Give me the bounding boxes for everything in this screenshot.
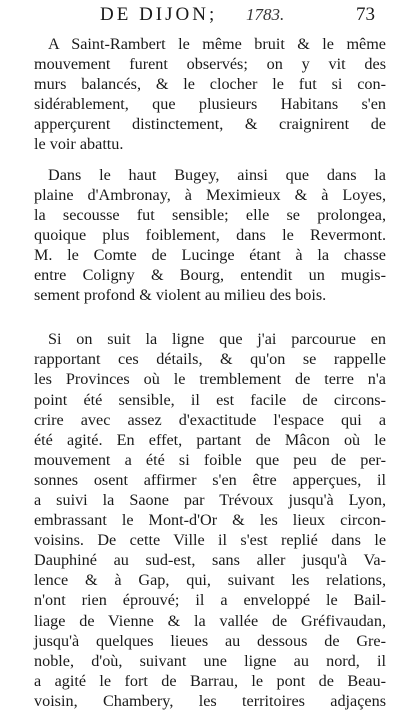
text-line: sidérablement, que plusieurs Habitans s'en <box>34 95 386 114</box>
text-line: rapportant ces détails, & qu'on se rappelle <box>34 350 386 369</box>
text-line: la secousse fut sensible; elle se prolongea, <box>34 205 386 224</box>
text-line: mouvement furent observés; on y vit des <box>34 55 386 74</box>
text-line: Si on suit la ligne que j'ai parcourue en <box>48 330 386 349</box>
running-head <box>0 4 400 26</box>
text-line: noble, d'où, suivant une ligne au nord, il <box>34 651 386 670</box>
text-line: le voir abattu. <box>34 135 124 154</box>
text-line: embrassant le Mont-d'Or & les lieux circon- <box>34 511 386 530</box>
body-text <box>34 34 386 711</box>
text-line: lence & à Gap, qui, suivant les relations, <box>34 571 386 590</box>
text-line: entre Coligny & Bourg, entendit un mugis- <box>34 266 386 285</box>
paragraph <box>34 165 386 306</box>
text-line: A Saint-Rambert le même bruit & le même <box>48 35 386 53</box>
page-number: 73 <box>356 4 375 25</box>
paragraph <box>34 329 386 711</box>
text-line: a suivi la Saone par Trévoux jusqu'à Lyon, <box>34 490 386 509</box>
text-line: été agité. En effet, partant de Mâcon où le <box>34 430 386 449</box>
text-line: apperçurent distinctement, & craignirent de <box>34 115 386 134</box>
text-line: murs balancés, & le clocher le fut si con- <box>34 75 386 94</box>
text-line: voisins. De cette Ville il s'est replié dans le <box>34 531 386 550</box>
paragraph <box>34 34 386 155</box>
text-line: M. le Comte de Lucinge étant à la chasse <box>34 245 386 264</box>
text-line: point été sensible, il est facile de circons- <box>34 390 386 409</box>
text-line: a agité le fort de Barrau, le pont de Beau- <box>34 671 386 690</box>
text-line: Dauphiné au sud-est, sans aller jusqu'à Va- <box>34 551 386 570</box>
text-line: quoique plus foiblement, dans le Revermont. <box>34 225 386 244</box>
running-year: 1783. <box>246 5 285 24</box>
text-line: jusqu'à quelques lieues au dessous de Gre- <box>34 631 386 650</box>
text-line: les Provinces où le tremblement de terre n'a <box>34 370 386 389</box>
running-title: DE DIJON; <box>100 4 218 25</box>
text-line: plaine d'Ambronay, à Meximieux & à Loyes, <box>34 185 386 204</box>
text-line: voisin, Chambery, les territoires adjaçens <box>34 691 386 710</box>
text-line: sonnes osent affirmer s'en être apperçues, il <box>34 470 386 489</box>
text-line: n'ont rien éprouvé; il a enveloppé le Bail- <box>34 591 386 610</box>
text-line: liage de Vienne & la vallée de Gréfivaudan, <box>34 611 386 630</box>
text-line: mouvement a été si foible que peu de per- <box>34 450 386 469</box>
text-line: crire avec assez d'exactitude l'espace qui a <box>34 410 386 429</box>
text-line: Dans le haut Bugey, ainsi que dans la <box>48 165 386 184</box>
text-line: sement profond & violent au milieu des bois. <box>34 286 327 305</box>
